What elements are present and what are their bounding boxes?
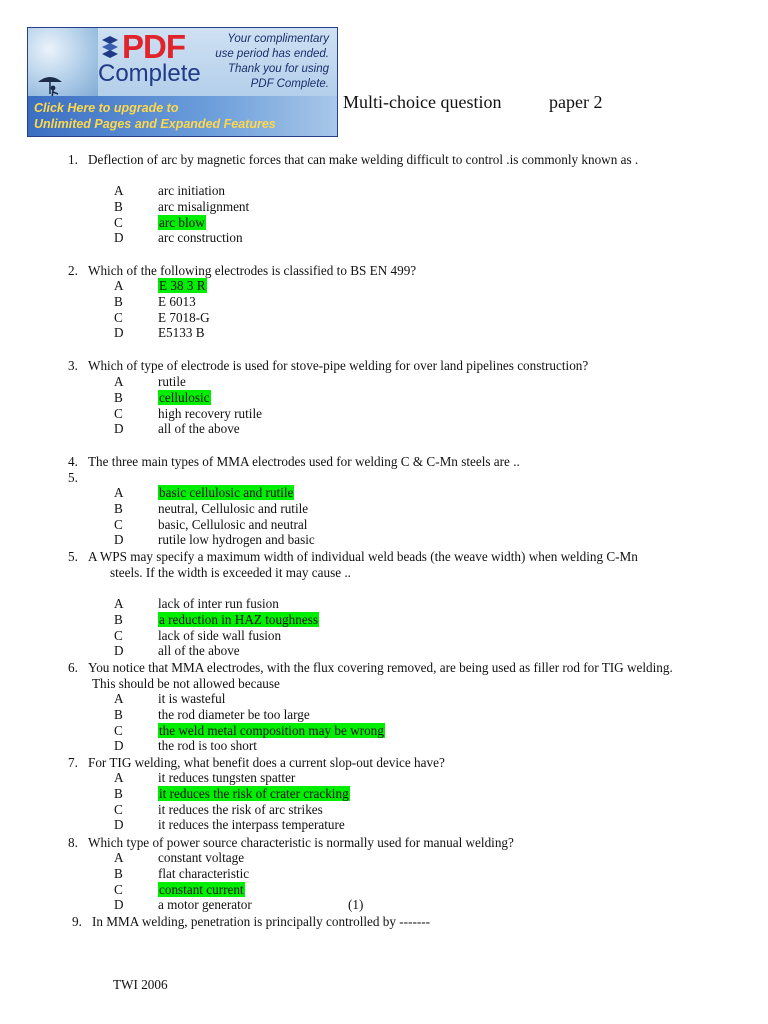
option-text-highlighted: constant current: [159, 881, 244, 897]
option-letter: A: [114, 596, 124, 611]
option-text: basic, Cellulosic and neutral: [158, 516, 308, 532]
notice-line: Thank you for using: [227, 63, 329, 75]
option-text: high recovery rutile: [158, 405, 262, 421]
answer-option-d: [114, 421, 262, 437]
question-text-continued: This should be not allowed because: [92, 676, 280, 691]
notice-line: use period has ended.: [215, 48, 329, 60]
question-number: 8.: [68, 835, 78, 850]
option-letter: D: [114, 230, 124, 246]
option-letter: D: [114, 421, 124, 437]
option-text: arc initiation: [158, 183, 226, 198]
option-letter: C: [114, 801, 123, 817]
question-text: A WPS may specify a maximum width of individual weld beads (the weave width) when welding C-Mn: [88, 549, 638, 564]
option-text-highlighted: arc blow: [159, 214, 205, 230]
footer-text: TWI 2006: [113, 977, 168, 992]
option-text: neutral, Cellulosic and rutile: [158, 500, 309, 516]
option-text-highlighted: the weld metal composition may be wrong: [159, 722, 384, 738]
question-number: 3.: [68, 358, 78, 373]
question-number: 5.: [68, 549, 78, 564]
option-text: arc construction: [158, 230, 243, 246]
option-letter: C: [114, 881, 123, 897]
answer-options: [114, 850, 364, 913]
answer-option-a: [114, 374, 262, 390]
option-letter: C: [114, 722, 123, 738]
option-text: flat characteristic: [158, 865, 250, 881]
option-text: constant voltage: [158, 850, 245, 865]
answer-option-c: [114, 310, 210, 326]
option-text: all of the above: [158, 643, 240, 659]
answer-option-b: [114, 199, 249, 215]
answer-option-a: [114, 596, 319, 612]
option-letter: B: [114, 611, 123, 627]
option-letter: A: [114, 278, 124, 293]
upgrade-line[interactable]: Unlimited Pages and Expanded Features: [34, 117, 276, 131]
answer-option-b: [114, 390, 262, 406]
option-text: lack of inter run fusion: [158, 596, 279, 611]
question-text: Which of type of electrode is used for stove-pipe welding for over land pipelines construction?: [88, 358, 589, 373]
option-letter: C: [114, 405, 123, 421]
question-stem: [72, 914, 732, 930]
question-line: [68, 263, 728, 279]
option-letter: C: [114, 627, 123, 643]
option-text: arc misalignment: [158, 198, 250, 214]
pdf-complete-banner[interactable]: [27, 27, 338, 137]
answer-option-c: [114, 802, 350, 818]
paper-label: paper 2: [549, 92, 603, 112]
question-line: [68, 755, 728, 771]
question-line: [68, 454, 728, 470]
answer-option-c: [114, 882, 252, 898]
option-letter: A: [114, 485, 124, 500]
answer-option-c: [114, 215, 249, 231]
option-text: E 6013: [158, 293, 196, 309]
question-line: [68, 835, 728, 851]
question-stem: [68, 660, 728, 692]
answer-option-a: [114, 485, 315, 501]
option-text-highlighted: a reduction in HAZ toughness: [159, 611, 318, 627]
answer-option-a: [114, 691, 385, 707]
option-text: lack of side wall fusion: [158, 627, 282, 643]
option-text: E5133 B: [158, 325, 205, 341]
answer-option-b: [114, 866, 252, 882]
option-text-highlighted: cellulosic: [159, 389, 210, 405]
answer-option-d: [114, 532, 315, 548]
answer-option-c: [114, 517, 315, 533]
option-letter: B: [114, 198, 123, 214]
answer-option-b: [114, 786, 350, 802]
question-line: [68, 152, 728, 168]
answer-options: [114, 485, 315, 548]
option-letter: A: [114, 770, 124, 785]
answer-option-d: [114, 817, 350, 833]
answer-options: [114, 183, 249, 246]
question-stem: [68, 835, 728, 851]
question-number: 4.: [68, 454, 78, 469]
answer-options: [114, 596, 319, 659]
question-stem: [68, 454, 728, 486]
answer-option-a: [114, 183, 249, 199]
answer-option-c: [114, 628, 319, 644]
trial-expired-notice: [179, 32, 329, 92]
answer-option-d: [114, 230, 249, 246]
option-text: the rod is too short: [158, 738, 257, 754]
question-text: Deflection of arc by magnetic forces that can make welding difficult to control .is commonly known as .: [88, 152, 639, 167]
option-text: it reduces the interpass temperature: [158, 817, 345, 833]
option-letter: B: [114, 500, 123, 516]
option-letter: C: [114, 214, 123, 230]
option-letter: B: [114, 389, 123, 405]
question-stem: [68, 263, 728, 279]
option-letter: A: [114, 850, 124, 865]
option-letter: D: [114, 532, 124, 548]
option-letter: D: [114, 325, 124, 341]
question-line: [72, 914, 732, 930]
option-letter: B: [114, 865, 123, 881]
question-line: [68, 549, 728, 565]
question-number: 9.: [72, 914, 82, 929]
question-line: [68, 358, 728, 374]
question-text: Which type of power source characteristic is normally used for manual welding?: [88, 835, 514, 850]
notice-line: PDF Complete.: [250, 78, 329, 90]
option-letter: A: [114, 183, 124, 198]
option-letter: C: [114, 516, 123, 532]
answer-option-b: [114, 612, 319, 628]
logo-complete-text: Complete: [98, 60, 201, 87]
upgrade-link[interactable]: [28, 96, 337, 136]
answer-option-d: [114, 897, 364, 913]
question-text: You notice that MMA electrodes, with the flux covering removed, are being used as filler rod for TIG welding.: [88, 660, 673, 675]
question-text: For TIG welding, what benefit does a current slop-out device have?: [88, 755, 445, 770]
upgrade-line[interactable]: Click Here to upgrade to: [34, 101, 179, 115]
option-text: all of the above: [158, 421, 240, 437]
page-number: (1): [348, 897, 364, 913]
option-letter: B: [114, 785, 123, 801]
answer-option-c: [114, 406, 262, 422]
option-text: it reduces the risk of arc strikes: [158, 801, 323, 817]
option-text: a motor generator: [158, 897, 252, 913]
answer-options: [114, 278, 210, 341]
option-letter: D: [114, 817, 124, 833]
option-letter: D: [114, 643, 124, 659]
option-letter: C: [114, 309, 123, 325]
option-text-highlighted: basic cellulosic and rutile: [159, 485, 294, 500]
option-text: E 7018-G: [158, 309, 210, 325]
answer-option-b: [114, 707, 385, 723]
question-text: The three main types of MMA electrodes used for welding C & C-Mn steels are ..: [88, 454, 520, 469]
answer-option-b: [114, 501, 315, 517]
notice-line: Your complimentary: [227, 33, 329, 45]
option-text: it reduces tungsten spatter: [158, 770, 296, 785]
logo-pdf-text: PDF: [122, 28, 185, 65]
option-letter: B: [114, 293, 123, 309]
question-number: 2.: [68, 263, 78, 278]
question-stem: [68, 358, 728, 374]
answer-options: [114, 770, 350, 833]
question-text-continued: steels. If the width is exceeded it may cause ..: [110, 565, 351, 580]
question-stem: [68, 549, 728, 581]
option-letter: D: [114, 738, 124, 754]
option-text-highlighted: it reduces the risk of crater cracking: [159, 785, 349, 801]
answer-option-c: [114, 723, 385, 739]
answer-option-d: [114, 643, 319, 659]
answer-option-d: [114, 325, 210, 341]
question-number: 7.: [68, 755, 78, 770]
question-line: [68, 660, 728, 676]
question-text: Which of the following electrodes is classified to BS EN 499?: [88, 263, 417, 278]
option-text: the rod diameter be too large: [158, 706, 310, 722]
answer-option-a: [114, 770, 350, 786]
question-text: In MMA welding, penetration is principally controlled by -------: [92, 914, 431, 929]
pdf-stack-icon: [100, 34, 120, 60]
option-text: rutile: [158, 374, 186, 389]
document-title: Multi-choice question: [343, 92, 502, 112]
answer-option-a: [114, 850, 252, 866]
answer-option-a: [114, 278, 210, 294]
question-number: 6.: [68, 660, 78, 675]
answer-options: [114, 691, 385, 754]
question-stem: [68, 755, 728, 771]
answer-option-b: [114, 294, 210, 310]
option-letter: A: [114, 374, 124, 389]
question-stem: [68, 152, 728, 168]
answer-option-d: [114, 738, 385, 754]
option-letter: A: [114, 691, 124, 706]
option-letter: D: [114, 897, 124, 913]
question-text-continued: 5.: [68, 470, 78, 485]
question-number: 1.: [68, 152, 78, 167]
option-text-highlighted: E 38 3 R: [159, 278, 206, 293]
option-text: it is wasteful: [158, 691, 226, 706]
answer-options: [114, 374, 262, 437]
option-letter: B: [114, 706, 123, 722]
option-text: rutile low hydrogen and basic: [158, 532, 315, 548]
